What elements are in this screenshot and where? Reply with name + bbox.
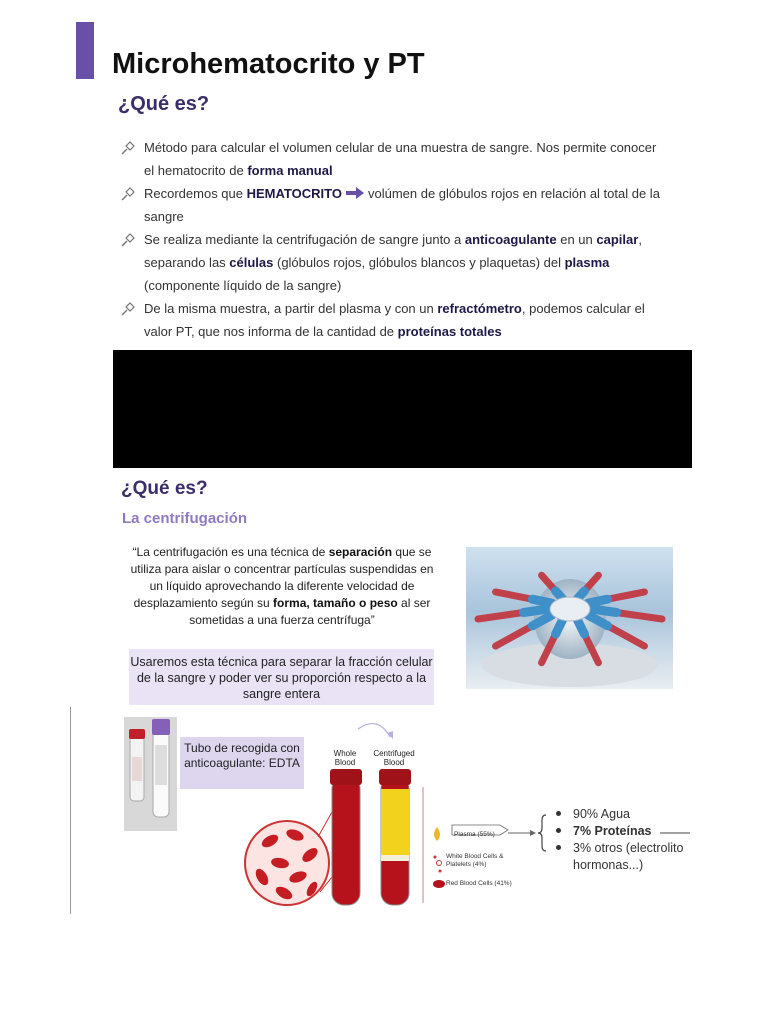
pin-icon <box>120 301 136 317</box>
bullet-1-text-0: Recordemos que <box>144 186 247 201</box>
pin-icon <box>120 232 136 248</box>
quote-text-1: separación <box>328 545 393 559</box>
bullet-list <box>120 136 665 343</box>
section-heading-que-es: ¿Qué es? <box>118 93 210 115</box>
composition-item-1: 7% Proteínas <box>556 823 683 840</box>
bullet-1-text-1: HEMATOCRITO <box>246 186 342 201</box>
usage-note-box: Usaremos esta técnica para separar la fracción celular de la sangre y poder ver su proporción respecto a la sangre entera <box>129 649 434 705</box>
page-title: Microhematocrito y PT <box>112 48 425 80</box>
composition-item-0: 90% Agua <box>556 806 683 823</box>
centrifuge-photo <box>466 547 673 689</box>
bullet-2-text-0: Se realiza mediante la centrifugación de sangre junto a <box>144 232 465 247</box>
bullet-item <box>120 228 665 297</box>
plasma-composition-list <box>556 806 683 874</box>
left-divider-line <box>70 707 71 914</box>
bullet-2-text-8: (componente líquido de la sangre) <box>144 278 342 293</box>
redacted-block <box>113 350 692 468</box>
quote-text-3: forma, tamaño o peso <box>273 596 398 610</box>
bullet-2-text-6: (glóbulos rojos, glóbulos blancos y plaquetas) del <box>273 255 565 270</box>
edta-tube-photo <box>124 717 177 831</box>
tube-label-box: Tubo de recogida con anticoagulante: EDTA <box>180 737 304 789</box>
bullet-item <box>120 297 665 343</box>
plasma-label: Plasma (55%) <box>454 831 495 838</box>
bullet-2-text-5: células <box>229 255 274 270</box>
section-subheading-centrifugacion: La centrifugación <box>122 510 248 527</box>
centrifuged-blood-label: Centrifuged Blood <box>373 749 415 767</box>
pin-icon <box>120 186 136 202</box>
bullet-2-text-7: plasma <box>564 255 610 270</box>
bullet-2-text-3: capilar <box>596 232 639 247</box>
bullet-item <box>120 182 665 228</box>
bullet-0-text-0: Método para calcular el volumen celular de una muestra de sangre. Nos permite conocer el hematocrito de <box>144 140 657 178</box>
bullet-2-text-1: anticoagulante <box>464 232 557 247</box>
whole-blood-label: Whole Blood <box>333 749 357 767</box>
quote-text-2: que se utiliza para aislar o concentrar partículas suspendidas en un líquido aprovechando la diferente velocidad de desplazamiento según su <box>130 545 434 610</box>
centrifugation-quote <box>126 544 438 629</box>
quote-text-4: al ser sometidas a una fuerza centrífuga” <box>189 596 431 627</box>
pin-icon <box>120 140 136 156</box>
title-accent-bar <box>76 22 94 79</box>
bullet-0-text-1: forma manual <box>247 163 333 178</box>
bullet-1-text-3: volúmen de glóbulos rojos en relación al total de la sangre <box>144 186 660 224</box>
rbc-label: Red Blood Cells (41%) <box>446 880 512 887</box>
section-heading-que-es-2: ¿Qué es? <box>121 478 208 499</box>
bullet-2-text-4: , separando las <box>144 232 642 270</box>
bullet-item <box>120 136 665 182</box>
right-arrow-icon <box>346 187 364 199</box>
bullet-3-text-3: proteínas totales <box>397 324 502 339</box>
composition-item-2: 3% otros (electrolito <box>556 840 683 857</box>
bullet-3-text-0: De la misma muestra, a partir del plasma y con un <box>144 301 438 316</box>
composition-item-2-cont: hormonas...) <box>573 858 644 872</box>
bullet-2-text-2: en un <box>556 232 597 247</box>
wbc-label: White Blood Cells & Platelets (4%) <box>446 853 504 868</box>
quote-text-0: “La centrifugación es una técnica de <box>132 545 329 559</box>
bullet-3-text-1: refractómetro <box>437 301 522 316</box>
bullet-3-text-2: , podemos calcular el valor PT, que nos informa de la cantidad de <box>144 301 645 339</box>
centrifuge-illustration <box>466 547 673 689</box>
